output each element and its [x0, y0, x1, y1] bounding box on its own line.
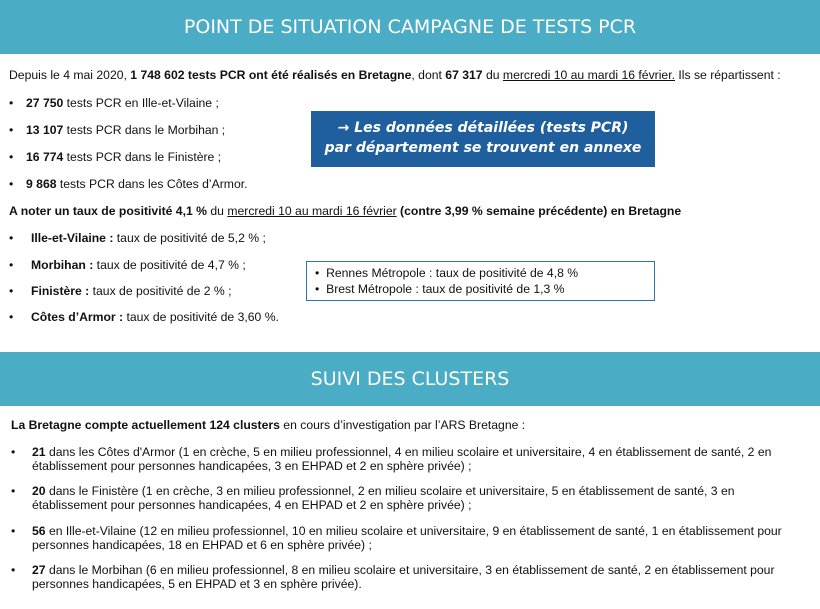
cluster-item-4 [32, 563, 812, 591]
bullet-dept-2: • [9, 123, 14, 137]
dept-tests-text: tests PCR dans le Finistère ; [63, 150, 222, 164]
dept-rate-name: Finistère : [31, 284, 90, 298]
callout-line-2: par département se trouvent en annexe [324, 140, 642, 156]
intro-week-count: 67 317 [445, 68, 483, 82]
dept-tests-text: tests PCR dans les Côtes d’Armor. [56, 177, 248, 191]
cluster-item-2 [32, 484, 812, 512]
intro-period: mercredi 10 au mardi 16 février. [502, 68, 675, 82]
dept-rate-4 [31, 310, 279, 325]
dept-tests-4 [26, 177, 248, 192]
cluster-text: dans les Côtes d'Armor (1 en crèche, 5 en milieu professionnel, 4 en milieu scolaire et universitaire, 4 en établissement de santé, 2 en établissement pour personnes handicapées, 3 en EHPAD et 2 en sphère privée) ; [32, 445, 772, 473]
dept-tests-1 [26, 96, 219, 111]
metropoles-box [306, 261, 655, 301]
bullet-dept-1: • [9, 96, 14, 110]
positivity-text-b: du [206, 204, 228, 218]
intro-total: 1 748 602 tests PCR ont été réalisés en Bretagne [130, 68, 412, 82]
bullet-cluster-1: • [11, 445, 16, 459]
bullet-dept-4: • [9, 177, 14, 191]
dept-tests-text: tests PCR en Ille-et-Vilaine ; [63, 96, 219, 110]
dept-rate-name: Ille-et-Vilaine : [31, 231, 114, 245]
intro-text-c: , dont [411, 68, 446, 82]
dept-rate-name: Côtes d’Armor : [31, 310, 124, 324]
bullet-cluster-4: • [11, 563, 16, 577]
metropole-text: Brest Métropole : taux de positivité de 1,3 % [326, 282, 565, 296]
cluster-text: en Ille-et-Vilaine (12 en milieu professionnel, 10 en milieu scolaire et universitaire, 9 en établissement de santé, 1 en établissement pour personnes handicapées, 18 en EHPAD et 6 en sphère privée) ; [32, 524, 782, 552]
dept-rate-2 [31, 258, 246, 273]
clusters-intro-text: en cours d’investigation par l’ARS Bretagne : [279, 418, 526, 432]
bullet-rate-4: • [9, 310, 14, 324]
dept-rate-text: taux de positivité de 5,2 % ; [113, 231, 266, 245]
intro-text-a: Depuis le 4 mai 2020, [9, 68, 131, 82]
bullet-cluster-2: • [11, 484, 16, 498]
dept-rate-1 [31, 231, 266, 246]
annex-callout [311, 111, 655, 167]
pcr-intro [9, 68, 781, 83]
cluster-text: dans le Morbihan (6 en milieu professionnel, 8 en milieu scolaire et universitaire, 3 en établissement de santé, 2 en établissement pour personnes handicapées, 5 en EHPAD et 3 en sphère privée). [32, 563, 775, 591]
clusters-intro [11, 418, 525, 433]
dept-rate-text: taux de positivité de 3,60 %. [123, 310, 279, 324]
bullet: • [315, 266, 320, 280]
bullet-dept-3: • [9, 150, 14, 164]
dept-rate-3 [31, 284, 232, 299]
dept-tests-text: tests PCR dans le Morbihan ; [63, 123, 226, 137]
intro-text-e: du [482, 68, 503, 82]
bullet-cluster-3: • [11, 524, 16, 538]
cluster-count: 20 [32, 484, 46, 498]
metropole-rennes [315, 266, 578, 281]
dept-rate-text: taux de positivité de 2 % ; [89, 284, 232, 298]
cluster-count: 56 [32, 524, 46, 538]
dept-tests-2 [26, 123, 225, 138]
dept-tests-count: 13 107 [26, 123, 64, 137]
clusters-section-title: SUIVI DES CLUSTERS [310, 368, 510, 390]
metropole-text: Rennes Métropole : taux de positivité de 4,8 % [326, 266, 579, 280]
clusters-section-banner [0, 352, 820, 406]
dept-rate-text: taux de positivité de 4,7 % ; [93, 258, 246, 272]
pcr-section-banner [0, 0, 820, 54]
positivity-text-d: (contre 3,99 % semaine précédente) en Bretagne [396, 204, 682, 218]
dept-tests-count: 9 868 [26, 177, 57, 191]
cluster-count: 21 [32, 445, 46, 459]
bullet: • [315, 282, 320, 296]
pcr-section-title: POINT DE SITUATION CAMPAGNE DE TESTS PCR [183, 16, 637, 38]
dept-rate-name: Morbihan : [31, 258, 94, 272]
cluster-item-1 [32, 445, 812, 473]
positivity-period: mercredi 10 au mardi 16 février [227, 204, 397, 218]
bullet-rate-3: • [9, 284, 14, 298]
cluster-text: dans le Finistère (1 en crèche, 3 en milieu professionnel, 2 en milieu scolaire et universitaire, 5 en établissement de santé, 3 en établissement pour personnes handicapées, 4 en EHPAD et 2 en sphère privée) ; [32, 484, 735, 512]
dept-tests-3 [26, 150, 221, 165]
bullet-rate-1: • [9, 231, 14, 245]
cluster-item-3 [32, 524, 812, 552]
cluster-count: 27 [32, 563, 46, 577]
dept-tests-count: 16 774 [26, 150, 64, 164]
positivity-rate: A noter un taux de positivité 4,1 % [9, 204, 207, 218]
positivity-summary [9, 204, 681, 219]
callout-line-1: → Les données détaillées (tests PCR) [337, 120, 629, 136]
metropole-brest [315, 282, 565, 297]
dept-tests-count: 27 750 [26, 96, 64, 110]
clusters-total: La Bretagne compte actuellement 124 clusters [11, 418, 280, 432]
bullet-rate-2: • [9, 258, 14, 272]
intro-text-g: Ils se répartissent : [674, 68, 781, 82]
